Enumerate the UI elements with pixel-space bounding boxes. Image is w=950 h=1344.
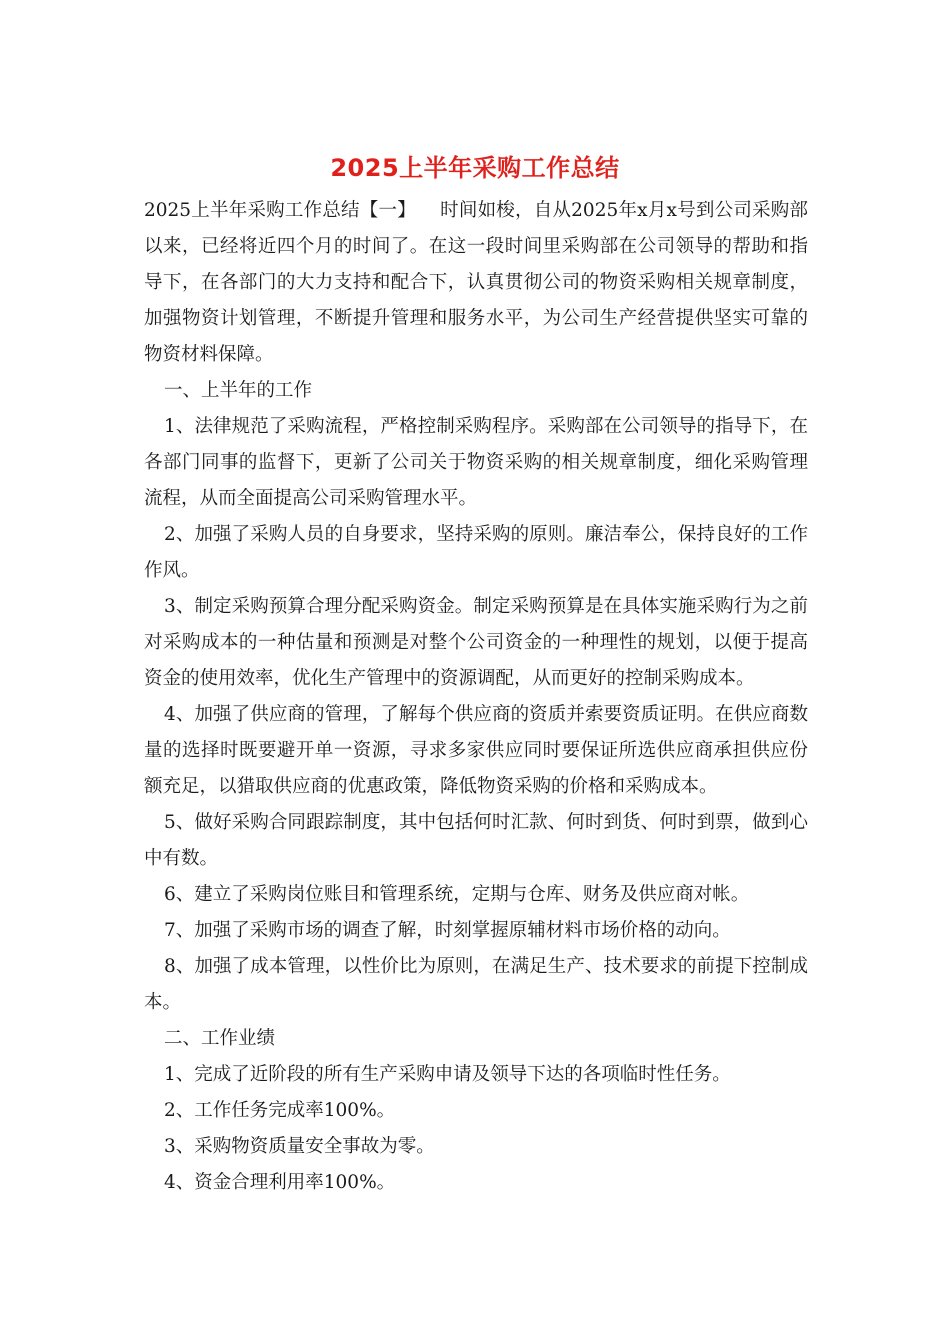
- intro-lead: 2025上半年采购工作总结【一】: [144, 200, 416, 221]
- section2-item: 4、资金合理利用率100%。: [164, 1172, 396, 1193]
- section1-heading: 一、上半年的工作: [164, 380, 313, 401]
- section1-item: 5、做好采购合同跟踪制度，其中包括何时汇款、何时到货、何时到票，做到心中有数。: [144, 812, 808, 869]
- section2-item: 1、完成了近阶段的所有生产采购申请及领导下达的各项临时性任务。: [164, 1064, 731, 1085]
- section1-item: 6、建立了采购岗位账目和管理系统，定期与仓库、财务及供应商对帐。: [164, 884, 750, 905]
- section1-item: 3、制定采购预算合理分配采购资金。制定采购预算是在具体实施采购行为之前对采购成本的一种估量和预测是对整个公司资金的一种理性的规划，以便于提高资金的使用效率，优化生产管理中的资源调配，从而更好的控制采购成本。: [144, 596, 808, 689]
- section2-item: 2、工作任务完成率100%。: [164, 1100, 396, 1121]
- section2-item: 3、采购物资质量安全事故为零。: [164, 1136, 435, 1157]
- document-body: [144, 193, 808, 1201]
- document-title: 2025上半年采购工作总结: [330, 154, 620, 182]
- intro-text: 时间如梭，自从2025年x月x号到公司采购部以来，已经将近四个月的时间了。在这一段时间里采购部在公司领导的帮助和指导下，在各部门的大力支持和配合下，认真贯彻公司的物资采购相关规章制度，加强物资计划管理，不断提升管理和服务水平，为公司生产经营提供坚实可靠的物资材料保障。: [144, 200, 808, 365]
- section1-item: 4、加强了供应商的管理，了解每个供应商的资质并索要资质证明。在供应商数量的选择时既要避开单一资源，寻求多家供应同时要保证所选供应商承担供应份额充足，以猎取供应商的优惠政策，降低物资采购的价格和采购成本。: [144, 704, 808, 797]
- intro-paragraph: [144, 193, 808, 373]
- section1-item: 1、法律规范了采购流程，严格控制采购程序。采购部在公司领导的指导下，在各部门同事的监督下，更新了公司关于物资采购的相关规章制度，细化采购管理流程，从而全面提高公司采购管理水平。: [144, 416, 808, 509]
- section1-item: 7、加强了采购市场的调查了解，时刻掌握原辅材料市场价格的动向。: [164, 920, 731, 941]
- section1-item: 2、加强了采购人员的自身要求，坚持采购的原则。廉洁奉公，保持良好的工作作风。: [144, 524, 808, 581]
- section1-item: 8、加强了成本管理，以性价比为原则，在满足生产、技术要求的前提下控制成本。: [144, 956, 808, 1013]
- section2-heading: 二、工作业绩: [164, 1028, 276, 1049]
